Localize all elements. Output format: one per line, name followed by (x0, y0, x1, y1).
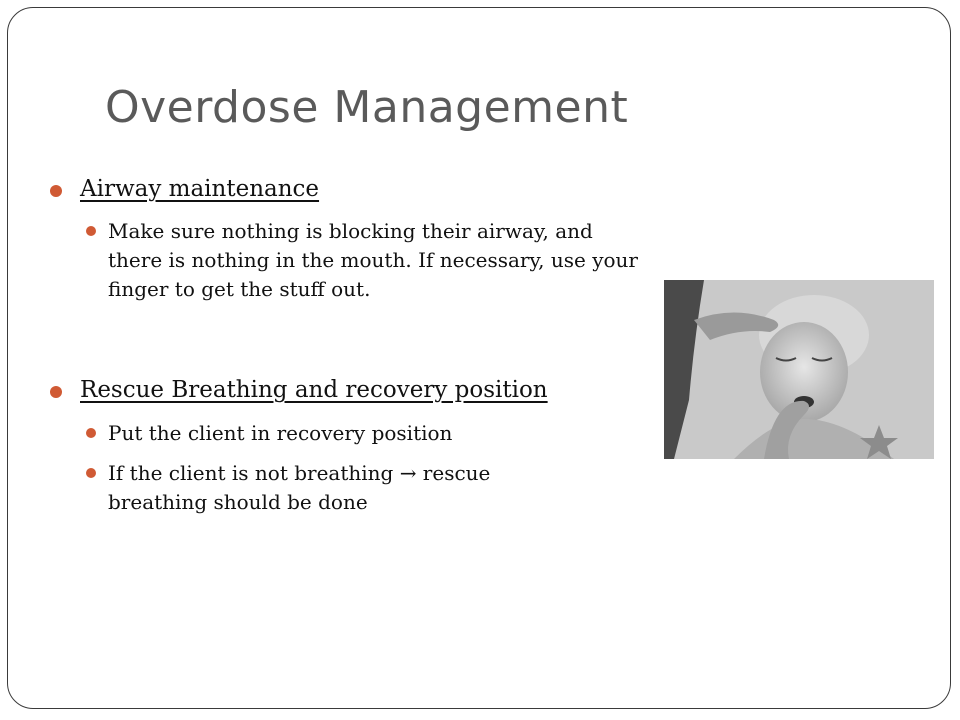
slide-title: Overdose Management (105, 82, 629, 133)
bullet-rescue-breathing (50, 377, 548, 403)
photo-person-checking-airway-icon (664, 280, 934, 459)
sub-bullet-text: Put the client in recovery position (108, 421, 453, 445)
sub-bullet-clear-airway (86, 217, 646, 304)
photo-illustration (664, 280, 934, 459)
bullet-heading-text: Rescue Breathing and recovery position (80, 377, 548, 403)
sub-bullet-text: If the client is not breathing → rescue breathing should be done (108, 461, 491, 514)
sub-bullet-recovery-position (86, 419, 546, 448)
sub-bullet-text: Make sure nothing is blocking their airway, and there is nothing in the mouth. If necessary, use your finger to get the stuff out. (108, 219, 638, 301)
sub-bullet-rescue-breathing (86, 459, 556, 517)
bullet-heading-text: Airway maintenance (80, 176, 320, 202)
bullet-airway-maintenance (50, 176, 319, 202)
